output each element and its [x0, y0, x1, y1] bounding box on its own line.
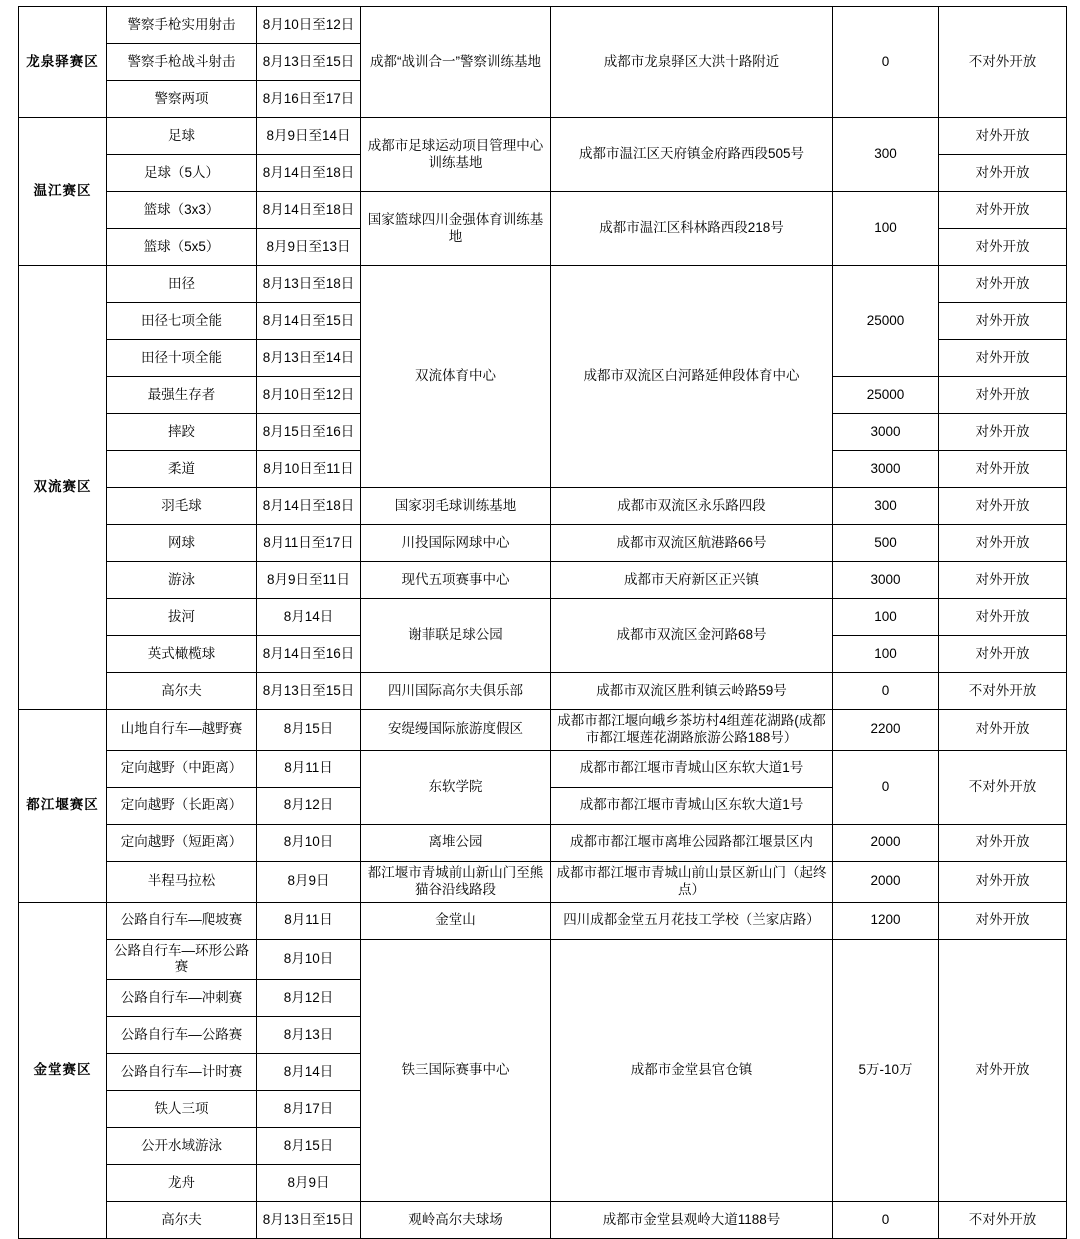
venue-cell: 离堆公园: [361, 824, 551, 861]
event-cell: 定向越野（短距离）: [107, 824, 257, 861]
event-cell: 篮球（5x5）: [107, 229, 257, 266]
dates-cell: 8月14日至15日: [257, 303, 361, 340]
address-cell: 成都市都江堰向峨乡茶坊村4组莲花湖路(成都市都江堰莲花湖路旅游公路188号）: [551, 710, 833, 751]
event-cell: 游泳: [107, 562, 257, 599]
venue-cell: 国家羽毛球训练基地: [361, 488, 551, 525]
event-cell: 拔河: [107, 599, 257, 636]
dates-cell: 8月15日: [257, 710, 361, 751]
dates-cell: 8月14日至18日: [257, 155, 361, 192]
seats-cell: 5万-10万: [833, 939, 939, 1202]
zone-cell: 温江赛区: [19, 118, 107, 266]
seats-cell: 1200: [833, 902, 939, 939]
dates-cell: 8月9日至13日: [257, 229, 361, 266]
open-status-cell: 对外开放: [939, 824, 1067, 861]
dates-cell: 8月15日至16日: [257, 414, 361, 451]
table-body: [19, 7, 1067, 1239]
event-cell: 田径十项全能: [107, 340, 257, 377]
venue-cell: 观岭高尔夫球场: [361, 1202, 551, 1239]
seats-cell: 300: [833, 118, 939, 192]
address-cell: 成都市天府新区正兴镇: [551, 562, 833, 599]
event-cell: 警察手枪战斗射击: [107, 44, 257, 81]
open-status-cell: 对外开放: [939, 562, 1067, 599]
address-cell: 成都市温江区天府镇金府路西段505号: [551, 118, 833, 192]
table-row: [19, 902, 1067, 939]
venue-cell: 金堂山: [361, 902, 551, 939]
seats-cell: 0: [833, 750, 939, 824]
dates-cell: 8月15日: [257, 1128, 361, 1165]
open-status-cell: 不对外开放: [939, 7, 1067, 118]
event-cell: 公路自行车—环形公路赛: [107, 939, 257, 980]
event-cell: 公路自行车—冲刺赛: [107, 980, 257, 1017]
dates-cell: 8月14日至18日: [257, 488, 361, 525]
event-cell: 足球: [107, 118, 257, 155]
dates-cell: 8月10日至12日: [257, 377, 361, 414]
event-cell: 柔道: [107, 451, 257, 488]
event-cell: 英式橄榄球: [107, 636, 257, 673]
open-status-cell: 对外开放: [939, 451, 1067, 488]
table-row: [19, 525, 1067, 562]
event-cell: 警察手枪实用射击: [107, 7, 257, 44]
seats-cell: 2000: [833, 861, 939, 902]
open-status-cell: 对外开放: [939, 340, 1067, 377]
table-row: [19, 192, 1067, 229]
venue-cell: 成都“战训合一”警察训练基地: [361, 7, 551, 118]
address-cell: 成都市都江堰市青城山区东软大道1号: [551, 787, 833, 824]
open-status-cell: 对外开放: [939, 266, 1067, 303]
venue-cell: 安缇缦国际旅游度假区: [361, 710, 551, 751]
dates-cell: 8月14日至16日: [257, 636, 361, 673]
zone-cell: 都江堰赛区: [19, 710, 107, 903]
open-status-cell: 对外开放: [939, 939, 1067, 1202]
seats-cell: 2000: [833, 824, 939, 861]
venue-cell: 国家篮球四川金强体育训练基地: [361, 192, 551, 266]
table-row: [19, 1202, 1067, 1239]
seats-cell: 3000: [833, 562, 939, 599]
seats-cell: 2200: [833, 710, 939, 751]
event-cell: 铁人三项: [107, 1091, 257, 1128]
table-row: [19, 939, 1067, 980]
open-status-cell: 对外开放: [939, 229, 1067, 266]
open-status-cell: 对外开放: [939, 377, 1067, 414]
dates-cell: 8月14日: [257, 599, 361, 636]
address-cell: 成都市双流区永乐路四段: [551, 488, 833, 525]
address-cell: 成都市金堂县官仓镇: [551, 939, 833, 1202]
table-row: [19, 861, 1067, 902]
address-cell: 成都市都江堰市青城山前山景区新山门（起终点）: [551, 861, 833, 902]
dates-cell: 8月13日至18日: [257, 266, 361, 303]
address-cell: 成都市龙泉驿区大洪十路附近: [551, 7, 833, 118]
seats-cell: 25000: [833, 377, 939, 414]
address-cell: 成都市温江区科林路西段218号: [551, 192, 833, 266]
table-row: [19, 118, 1067, 155]
venue-cell: 谢菲联足球公园: [361, 599, 551, 673]
dates-cell: 8月10日至11日: [257, 451, 361, 488]
event-cell: 公路自行车—公路赛: [107, 1017, 257, 1054]
table-row: [19, 750, 1067, 787]
dates-cell: 8月13日至15日: [257, 44, 361, 81]
dates-cell: 8月17日: [257, 1091, 361, 1128]
venue-cell: 现代五项赛事中心: [361, 562, 551, 599]
address-cell: 成都市双流区白河路延伸段体育中心: [551, 266, 833, 488]
address-cell: 成都市双流区航港路66号: [551, 525, 833, 562]
dates-cell: 8月13日至14日: [257, 340, 361, 377]
dates-cell: 8月13日: [257, 1017, 361, 1054]
dates-cell: 8月13日至15日: [257, 673, 361, 710]
open-status-cell: 对外开放: [939, 303, 1067, 340]
event-cell: 网球: [107, 525, 257, 562]
event-cell: 定向越野（中距离）: [107, 750, 257, 787]
event-cell: 定向越野（长距离）: [107, 787, 257, 824]
venue-cell: 双流体育中心: [361, 266, 551, 488]
venue-cell: 川投国际网球中心: [361, 525, 551, 562]
venue-cell: 都江堰市青城前山新山门至熊猫谷沿线路段: [361, 861, 551, 902]
event-cell: 高尔夫: [107, 1202, 257, 1239]
seats-cell: 3000: [833, 451, 939, 488]
address-cell: 成都市双流区金河路68号: [551, 599, 833, 673]
event-cell: 最强生存者: [107, 377, 257, 414]
zone-cell: 双流赛区: [19, 266, 107, 710]
seats-cell: 100: [833, 636, 939, 673]
venue-cell: 四川国际高尔夫俱乐部: [361, 673, 551, 710]
event-cell: 公路自行车—计时赛: [107, 1054, 257, 1091]
table-row: [19, 599, 1067, 636]
dates-cell: 8月10日: [257, 824, 361, 861]
address-cell: 四川成都金堂五月花技工学校（兰家店路）: [551, 902, 833, 939]
open-status-cell: 对外开放: [939, 902, 1067, 939]
table-row: [19, 562, 1067, 599]
event-cell: 足球（5人）: [107, 155, 257, 192]
event-cell: 公开水域游泳: [107, 1128, 257, 1165]
open-status-cell: 对外开放: [939, 636, 1067, 673]
dates-cell: 8月14日: [257, 1054, 361, 1091]
venue-schedule-table: [18, 6, 1067, 1239]
dates-cell: 8月16日至17日: [257, 81, 361, 118]
event-cell: 警察两项: [107, 81, 257, 118]
open-status-cell: 对外开放: [939, 192, 1067, 229]
zone-cell: 龙泉驿赛区: [19, 7, 107, 118]
event-cell: 半程马拉松: [107, 861, 257, 902]
dates-cell: 8月14日至18日: [257, 192, 361, 229]
open-status-cell: 不对外开放: [939, 750, 1067, 824]
zone-cell: 金堂赛区: [19, 902, 107, 1239]
seats-cell: 3000: [833, 414, 939, 451]
dates-cell: 8月9日至14日: [257, 118, 361, 155]
seats-cell: 100: [833, 192, 939, 266]
seats-cell: 500: [833, 525, 939, 562]
open-status-cell: 对外开放: [939, 710, 1067, 751]
table-row: [19, 7, 1067, 44]
seats-cell: 300: [833, 488, 939, 525]
open-status-cell: 对外开放: [939, 599, 1067, 636]
venue-cell: 东软学院: [361, 750, 551, 824]
table-row: [19, 488, 1067, 525]
table-row: [19, 673, 1067, 710]
open-status-cell: 对外开放: [939, 118, 1067, 155]
open-status-cell: 对外开放: [939, 414, 1067, 451]
address-cell: 成都市都江堰市青城山区东软大道1号: [551, 750, 833, 787]
open-status-cell: 对外开放: [939, 155, 1067, 192]
address-cell: 成都市都江堰市离堆公园路都江堰景区内: [551, 824, 833, 861]
venue-cell: 成都市足球运动项目管理中心训练基地: [361, 118, 551, 192]
seats-cell: 0: [833, 1202, 939, 1239]
event-cell: 田径: [107, 266, 257, 303]
dates-cell: 8月9日至11日: [257, 562, 361, 599]
seats-cell: 100: [833, 599, 939, 636]
table-row: [19, 710, 1067, 751]
address-cell: 成都市双流区胜利镇云岭路59号: [551, 673, 833, 710]
seats-cell: 0: [833, 7, 939, 118]
seats-cell: 25000: [833, 266, 939, 377]
dates-cell: 8月12日: [257, 787, 361, 824]
event-cell: 羽毛球: [107, 488, 257, 525]
event-cell: 摔跤: [107, 414, 257, 451]
event-cell: 篮球（3x3）: [107, 192, 257, 229]
event-cell: 龙舟: [107, 1165, 257, 1202]
open-status-cell: 不对外开放: [939, 673, 1067, 710]
dates-cell: 8月11日: [257, 902, 361, 939]
dates-cell: 8月13日至15日: [257, 1202, 361, 1239]
table-row: [19, 824, 1067, 861]
dates-cell: 8月11日至17日: [257, 525, 361, 562]
dates-cell: 8月10日至12日: [257, 7, 361, 44]
dates-cell: 8月9日: [257, 861, 361, 902]
event-cell: 公路自行车—爬坡赛: [107, 902, 257, 939]
address-cell: 成都市金堂县观岭大道1188号: [551, 1202, 833, 1239]
event-cell: 田径七项全能: [107, 303, 257, 340]
table-row: [19, 266, 1067, 303]
event-cell: 高尔夫: [107, 673, 257, 710]
dates-cell: 8月11日: [257, 750, 361, 787]
open-status-cell: 不对外开放: [939, 1202, 1067, 1239]
dates-cell: 8月10日: [257, 939, 361, 980]
seats-cell: 0: [833, 673, 939, 710]
open-status-cell: 对外开放: [939, 861, 1067, 902]
venue-cell: 铁三国际赛事中心: [361, 939, 551, 1202]
open-status-cell: 对外开放: [939, 488, 1067, 525]
open-status-cell: 对外开放: [939, 525, 1067, 562]
event-cell: 山地自行车—越野赛: [107, 710, 257, 751]
dates-cell: 8月12日: [257, 980, 361, 1017]
dates-cell: 8月9日: [257, 1165, 361, 1202]
